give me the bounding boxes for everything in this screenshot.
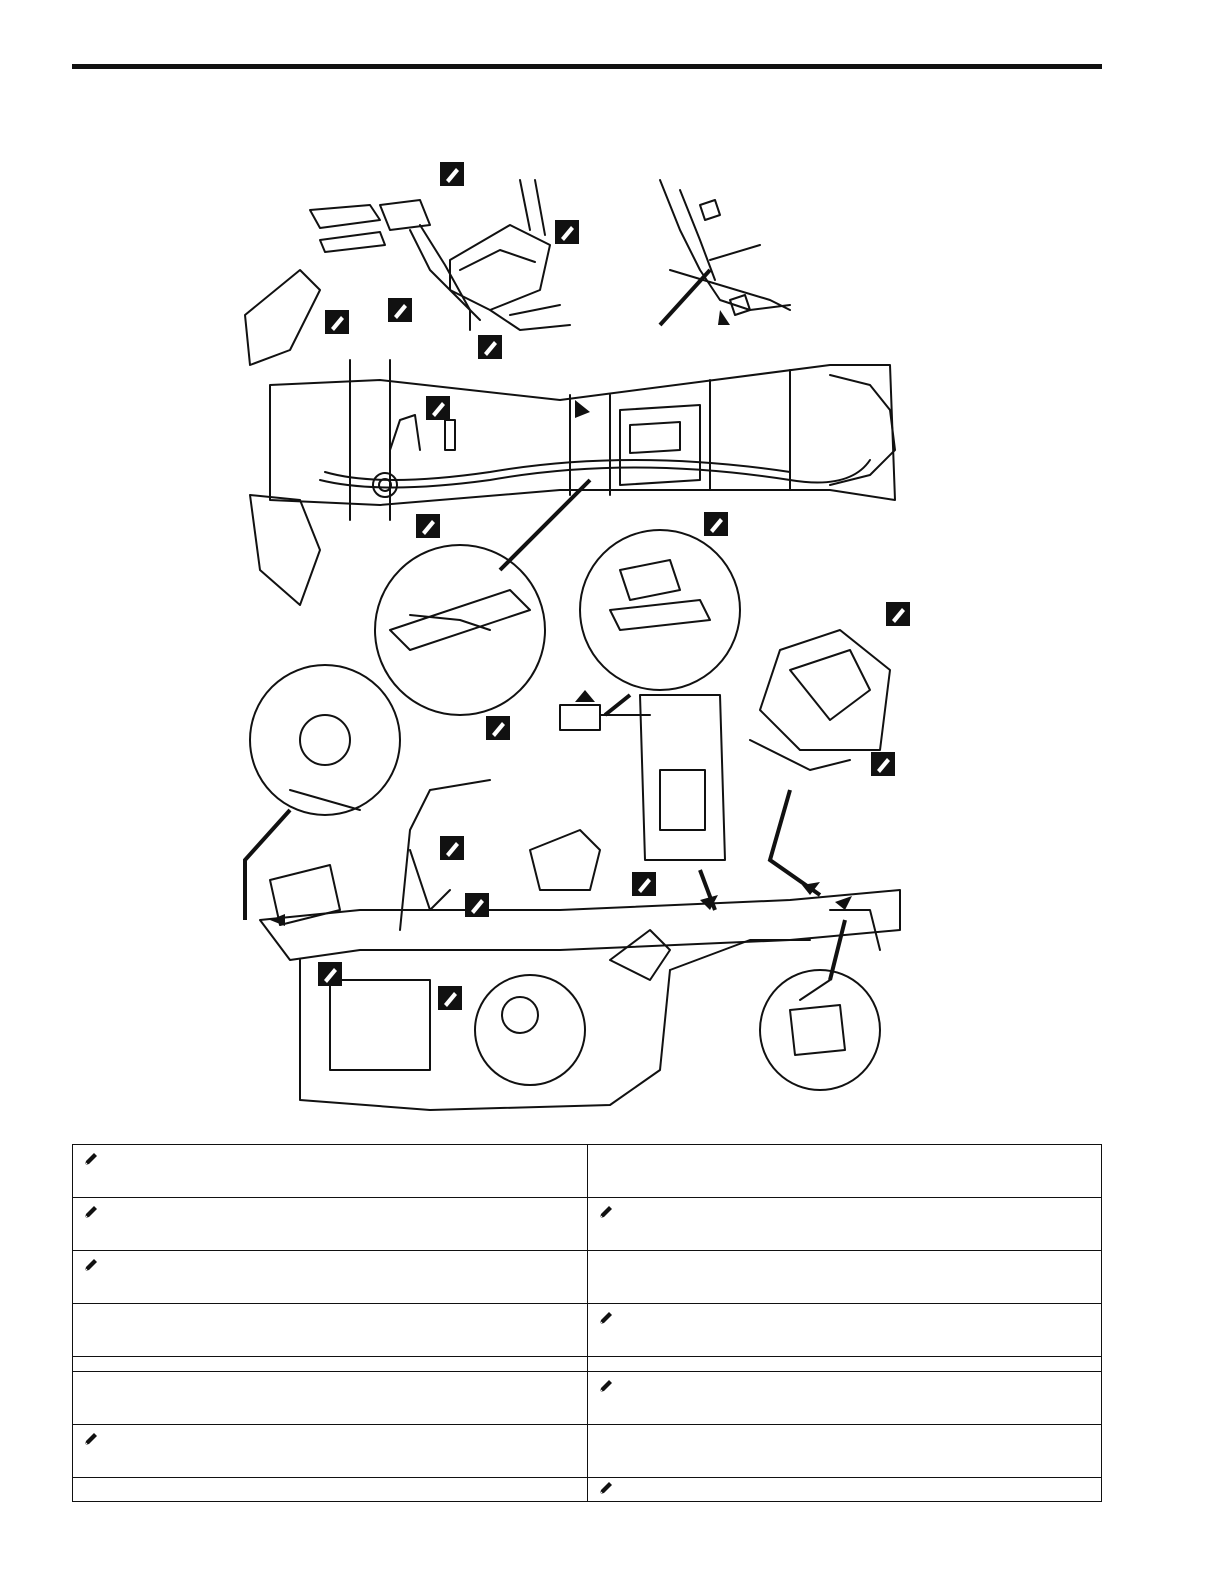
legend-row xyxy=(73,1198,1102,1251)
handlebar-meter-detail xyxy=(310,180,570,330)
legend-cell-left xyxy=(73,1145,588,1198)
legend-cell-left xyxy=(73,1251,588,1304)
main-frame-side-view xyxy=(260,780,900,1110)
wiring-harness-routing-diagram xyxy=(230,150,930,1125)
legend-cell-right xyxy=(587,1145,1102,1198)
legend-cell-right xyxy=(587,1304,1102,1357)
legend-cell-right xyxy=(587,1425,1102,1478)
legend-row xyxy=(73,1478,1102,1502)
legend-table xyxy=(72,1144,1102,1502)
detail-circle-1 xyxy=(375,545,545,715)
detail-circle-5 xyxy=(760,970,880,1090)
legend-cell-left xyxy=(73,1478,588,1502)
note-markers xyxy=(318,162,910,1010)
legend-cell-left xyxy=(73,1198,588,1251)
legend-cell-left xyxy=(73,1304,588,1357)
legend-cell-right xyxy=(587,1478,1102,1502)
rear-frame-detail xyxy=(660,180,790,315)
legend-cell-left xyxy=(73,1357,588,1372)
pencil-note-icon xyxy=(598,1204,614,1220)
rear-light-detail xyxy=(750,630,890,770)
detail-circle-3 xyxy=(250,665,400,815)
legend-row xyxy=(73,1304,1102,1357)
pencil-note-icon xyxy=(83,1151,99,1167)
legend-cell-left xyxy=(73,1372,588,1425)
pencil-note-icon xyxy=(83,1204,99,1220)
pencil-note-icon xyxy=(598,1480,614,1496)
legend-row xyxy=(73,1251,1102,1304)
legend-row xyxy=(73,1145,1102,1198)
legend-row xyxy=(73,1425,1102,1478)
legend-row xyxy=(73,1372,1102,1425)
pencil-note-icon xyxy=(83,1431,99,1447)
page-top-rule xyxy=(72,64,1102,69)
pencil-note-icon xyxy=(598,1378,614,1394)
detail-circle-2 xyxy=(580,530,740,690)
legend-cell-left xyxy=(73,1425,588,1478)
legend-cell-right xyxy=(587,1251,1102,1304)
legend-row xyxy=(73,1357,1102,1372)
pencil-note-icon xyxy=(83,1257,99,1273)
legend-cell-right xyxy=(587,1372,1102,1425)
legend-cell-right xyxy=(587,1198,1102,1251)
legend-cell-right xyxy=(587,1357,1102,1372)
pencil-note-icon xyxy=(598,1310,614,1326)
